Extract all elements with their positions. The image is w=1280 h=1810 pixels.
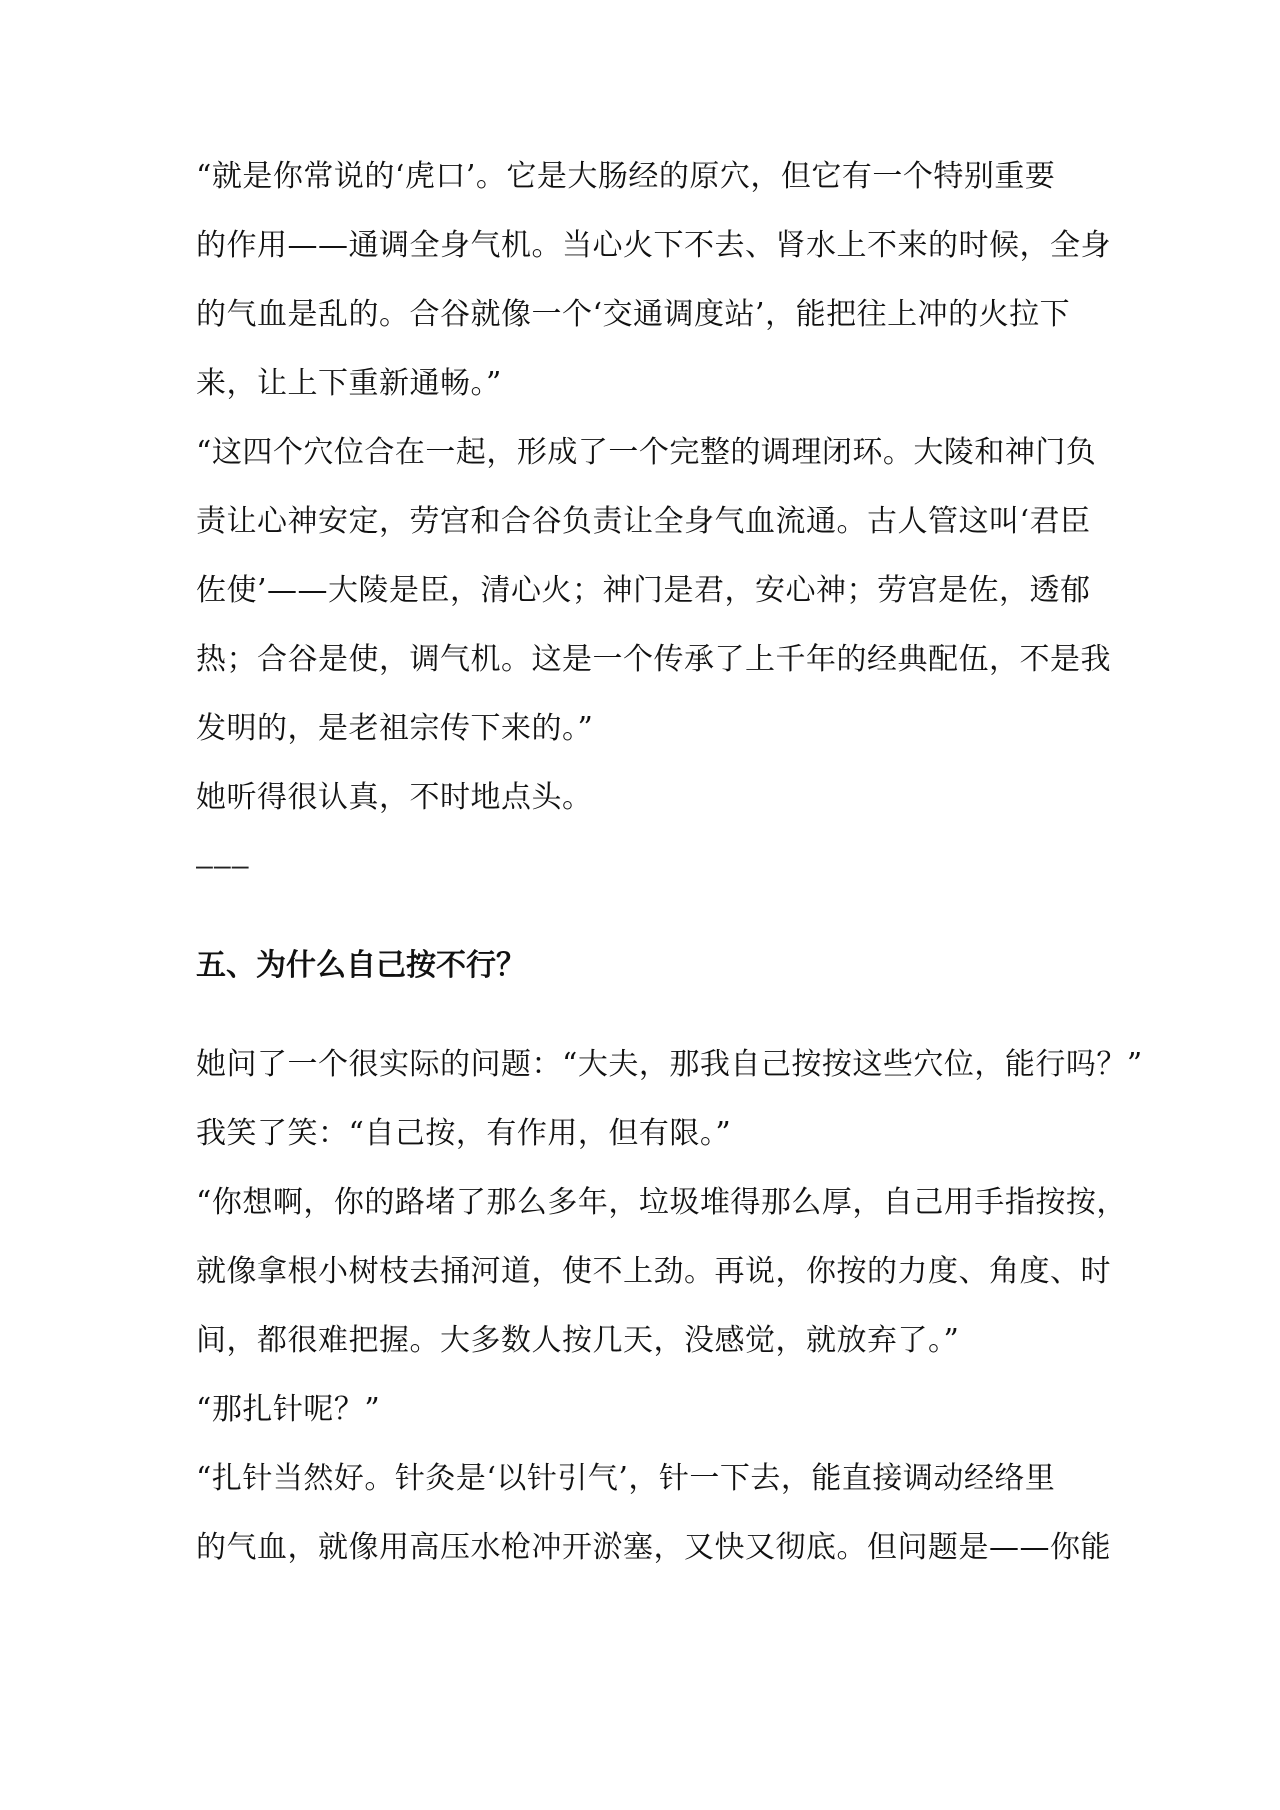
paragraph-line: 的作用——通调全身气机。当心火下不去、肾水上不来的时候，全身 [196,228,1111,263]
paragraph-line: 的气血是乱的。合谷就像一个‘交通调度站’，能把往上冲的火拉下 [196,297,1071,332]
section-b-text [196,1030,1143,1582]
paragraph-line: 来，让上下重新通畅。” [196,366,502,401]
paragraph-line: 佐使’——大陵是臣，清心火；神门是君，安心神；劳宫是佐，透郁 [196,573,1091,608]
paragraph-line: “这四个穴位合在一起，形成了一个完整的调理闭环。大陵和神门负 [196,435,1097,470]
paragraph-line: “扎针当然好。针灸是‘以针引气’，针一下去，能直接调动经络里 [196,1461,1056,1496]
paragraph-line: 就像拿根小树枝去捅河道，使不上劲。再说，你按的力度、角度、时 [196,1254,1111,1289]
paragraph-line: 热；合谷是使，调气机。这是一个传承了上千年的经典配伍，不是我 [196,642,1111,677]
paragraph-line: 她问了一个很实际的问题：“大夫，那我自己按按这些穴位，能行吗？” [196,1047,1143,1082]
section-heading: 五、为什么自己按不行？ [196,948,526,983]
paragraph-line: “你想啊，你的路堵了那么多年，垃圾堆得那么厚，自己用手指按按， [196,1185,1127,1220]
paragraph-line: 间，都很难把握。大多数人按几天，没感觉，就放弃了。” [196,1323,960,1358]
section-divider: ——— [196,849,250,882]
paragraph-line: 我笑了笑：“自己按，有作用，但有限。” [196,1116,732,1151]
paragraph-line: “那扎针呢？” [196,1392,381,1427]
paragraph-line: 的气血，就像用高压水枪冲开淤塞，又快又彻底。但问题是——你能 [196,1530,1111,1565]
paragraph-line: 发明的，是老祖宗传下来的。” [196,711,594,746]
paragraph-line: 她听得很认真，不时地点头。 [196,780,593,815]
paragraph-line: 责让心神安定，劳宫和合谷负责让全身气血流通。古人管这叫‘君臣 [196,504,1091,539]
section-a-text [196,142,1111,832]
paragraph-line: “就是你常说的‘虎口’。它是大肠经的原穴，但它有一个特别重要 [196,159,1056,194]
